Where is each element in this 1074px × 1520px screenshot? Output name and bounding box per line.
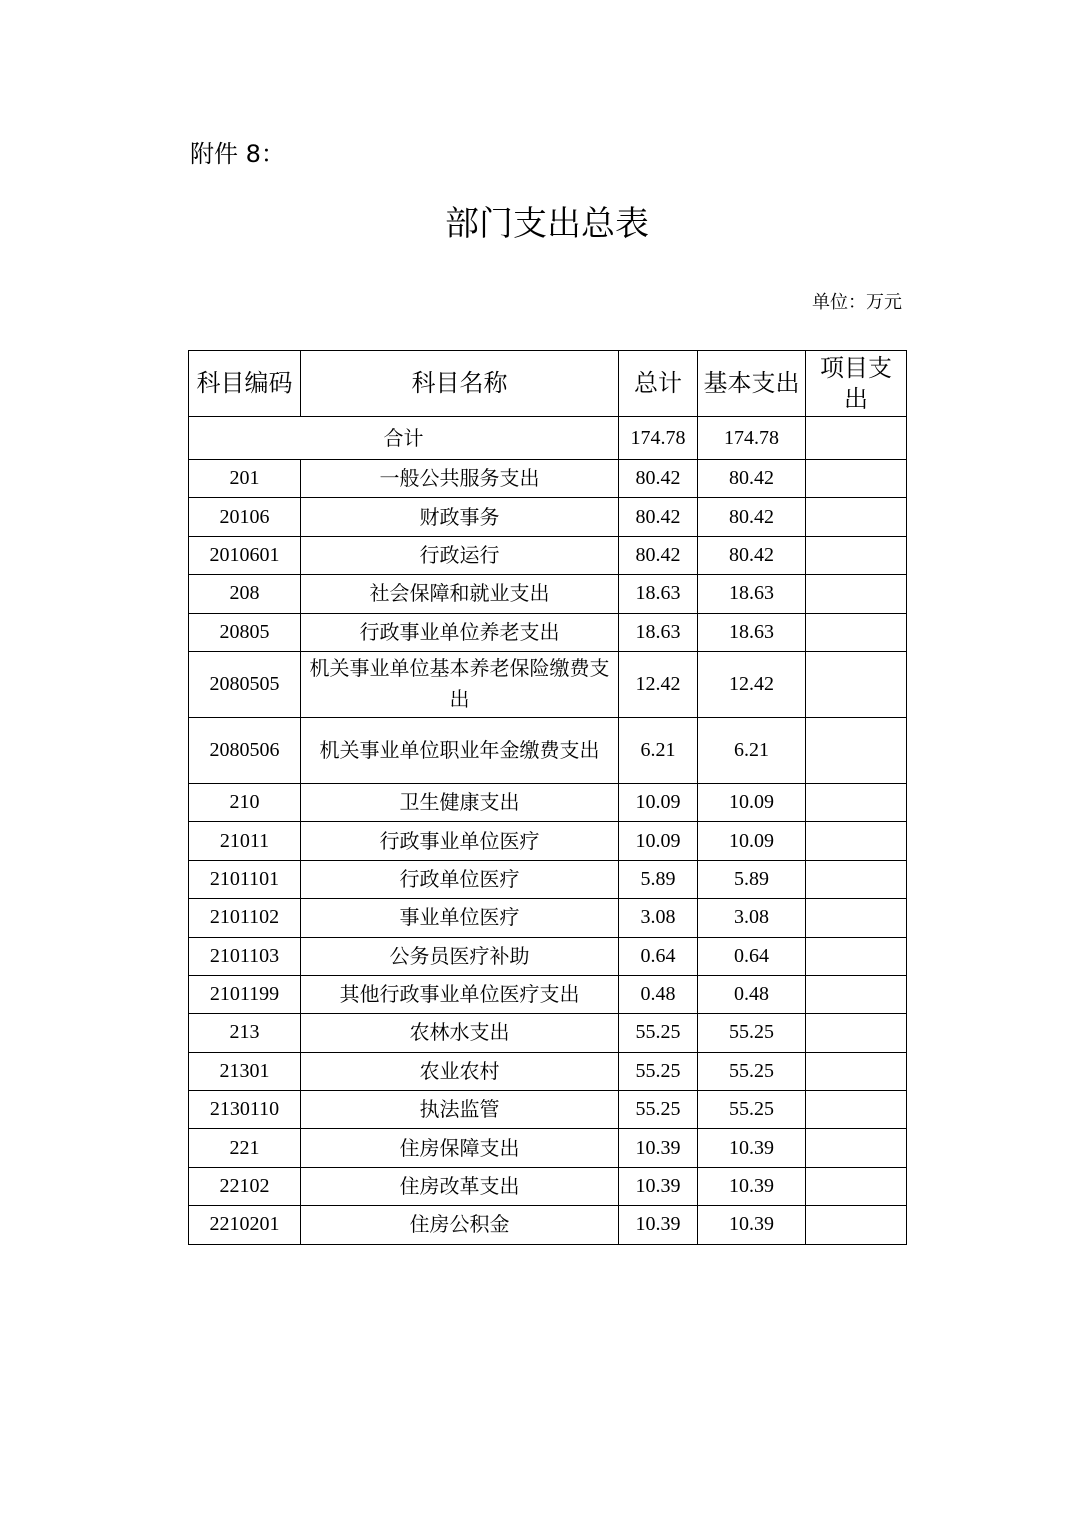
row-total: 80.42	[619, 460, 698, 498]
row-name: 财政事务	[301, 498, 619, 536]
table-row	[189, 498, 907, 536]
row-total: 5.89	[619, 860, 698, 898]
row-name: 社会保障和就业支出	[301, 575, 619, 613]
row-name: 机关事业单位职业年金缴费支出	[301, 717, 619, 783]
row-total: 55.25	[619, 1014, 698, 1052]
summary-row	[189, 417, 907, 460]
row-name: 住房保障支出	[301, 1129, 619, 1167]
attachment-label: 附件 8：	[190, 140, 285, 168]
row-basic: 12.42	[698, 651, 806, 717]
row-code: 21301	[189, 1052, 301, 1090]
row-basic: 55.25	[698, 1052, 806, 1090]
table-row	[189, 651, 907, 717]
row-code: 221	[189, 1129, 301, 1167]
row-basic: 80.42	[698, 498, 806, 536]
row-name: 行政单位医疗	[301, 860, 619, 898]
header-total: 总计	[619, 351, 698, 417]
table-row	[189, 937, 907, 975]
unit-label: 单位：万元	[812, 292, 902, 313]
table-row	[189, 1052, 907, 1090]
row-code: 201	[189, 460, 301, 498]
row-project	[806, 1167, 907, 1205]
row-total: 55.25	[619, 1052, 698, 1090]
row-basic: 0.48	[698, 975, 806, 1013]
page-title: 部门支出总表	[445, 204, 649, 244]
row-total: 18.63	[619, 575, 698, 613]
table-row	[189, 783, 907, 821]
row-code: 2010601	[189, 536, 301, 574]
summary-project	[806, 417, 907, 460]
header-name: 科目名称	[301, 351, 619, 417]
row-project	[806, 1129, 907, 1167]
table-row	[189, 1014, 907, 1052]
row-total: 10.09	[619, 783, 698, 821]
header-row	[189, 351, 907, 417]
row-project	[806, 613, 907, 651]
row-name: 住房公积金	[301, 1206, 619, 1244]
row-total: 0.64	[619, 937, 698, 975]
row-project	[806, 1014, 907, 1052]
row-project	[806, 975, 907, 1013]
row-basic: 0.64	[698, 937, 806, 975]
row-code: 208	[189, 575, 301, 613]
table-row	[189, 899, 907, 937]
row-total: 0.48	[619, 975, 698, 1013]
row-code: 22102	[189, 1167, 301, 1205]
row-name: 执法监管	[301, 1091, 619, 1129]
table-row	[189, 460, 907, 498]
row-total: 10.39	[619, 1129, 698, 1167]
summary-label: 合计	[189, 417, 619, 460]
row-basic: 18.63	[698, 575, 806, 613]
row-code: 21011	[189, 822, 301, 860]
row-basic: 55.25	[698, 1091, 806, 1129]
row-name: 行政运行	[301, 536, 619, 574]
row-name: 公务员医疗补助	[301, 937, 619, 975]
row-code: 20805	[189, 613, 301, 651]
row-name: 一般公共服务支出	[301, 460, 619, 498]
row-basic: 10.09	[698, 783, 806, 821]
row-code: 2101199	[189, 975, 301, 1013]
row-project	[806, 899, 907, 937]
row-total: 10.09	[619, 822, 698, 860]
row-total: 80.42	[619, 498, 698, 536]
row-name: 机关事业单位基本养老保险缴费支出	[301, 651, 619, 717]
row-project	[806, 1091, 907, 1129]
row-name: 事业单位医疗	[301, 899, 619, 937]
table-row	[189, 613, 907, 651]
row-project	[806, 498, 907, 536]
row-code: 2130110	[189, 1091, 301, 1129]
row-project	[806, 536, 907, 574]
row-code: 2080506	[189, 717, 301, 783]
table-row	[189, 975, 907, 1013]
row-basic: 6.21	[698, 717, 806, 783]
row-code: 210	[189, 783, 301, 821]
row-basic: 10.39	[698, 1206, 806, 1244]
row-project	[806, 575, 907, 613]
row-project	[806, 1052, 907, 1090]
row-code: 2101103	[189, 937, 301, 975]
row-basic: 10.39	[698, 1167, 806, 1205]
row-code: 2101101	[189, 860, 301, 898]
row-basic: 5.89	[698, 860, 806, 898]
row-basic: 10.39	[698, 1129, 806, 1167]
row-total: 10.39	[619, 1206, 698, 1244]
row-name: 农业农村	[301, 1052, 619, 1090]
row-code: 213	[189, 1014, 301, 1052]
row-total: 80.42	[619, 536, 698, 574]
row-total: 55.25	[619, 1091, 698, 1129]
expenditure-table	[188, 350, 907, 1245]
row-total: 10.39	[619, 1167, 698, 1205]
row-project	[806, 717, 907, 783]
table-row	[189, 1129, 907, 1167]
row-total: 18.63	[619, 613, 698, 651]
row-project	[806, 460, 907, 498]
row-code: 2080505	[189, 651, 301, 717]
row-basic: 55.25	[698, 1014, 806, 1052]
summary-basic: 174.78	[698, 417, 806, 460]
row-total: 12.42	[619, 651, 698, 717]
table-row	[189, 717, 907, 783]
row-code: 2101102	[189, 899, 301, 937]
row-name: 行政事业单位医疗	[301, 822, 619, 860]
row-total: 3.08	[619, 899, 698, 937]
row-basic: 3.08	[698, 899, 806, 937]
table-row	[189, 536, 907, 574]
row-name: 其他行政事业单位医疗支出	[301, 975, 619, 1013]
header-basic: 基本支出	[698, 351, 806, 417]
row-code: 2210201	[189, 1206, 301, 1244]
table-row	[189, 1167, 907, 1205]
row-project	[806, 1206, 907, 1244]
row-project	[806, 783, 907, 821]
table-row	[189, 575, 907, 613]
row-project	[806, 937, 907, 975]
table-row	[189, 1091, 907, 1129]
row-basic: 10.09	[698, 822, 806, 860]
row-code: 20106	[189, 498, 301, 536]
row-name: 农林水支出	[301, 1014, 619, 1052]
row-total: 6.21	[619, 717, 698, 783]
row-basic: 18.63	[698, 613, 806, 651]
header-project: 项目支出	[806, 351, 907, 417]
table-row	[189, 860, 907, 898]
row-basic: 80.42	[698, 536, 806, 574]
row-name: 行政事业单位养老支出	[301, 613, 619, 651]
header-code: 科目编码	[189, 351, 301, 417]
row-basic: 80.42	[698, 460, 806, 498]
row-project	[806, 651, 907, 717]
row-name: 住房改革支出	[301, 1167, 619, 1205]
table-row	[189, 1206, 907, 1244]
table-row	[189, 822, 907, 860]
row-name: 卫生健康支出	[301, 783, 619, 821]
row-project	[806, 860, 907, 898]
summary-total: 174.78	[619, 417, 698, 460]
row-project	[806, 822, 907, 860]
